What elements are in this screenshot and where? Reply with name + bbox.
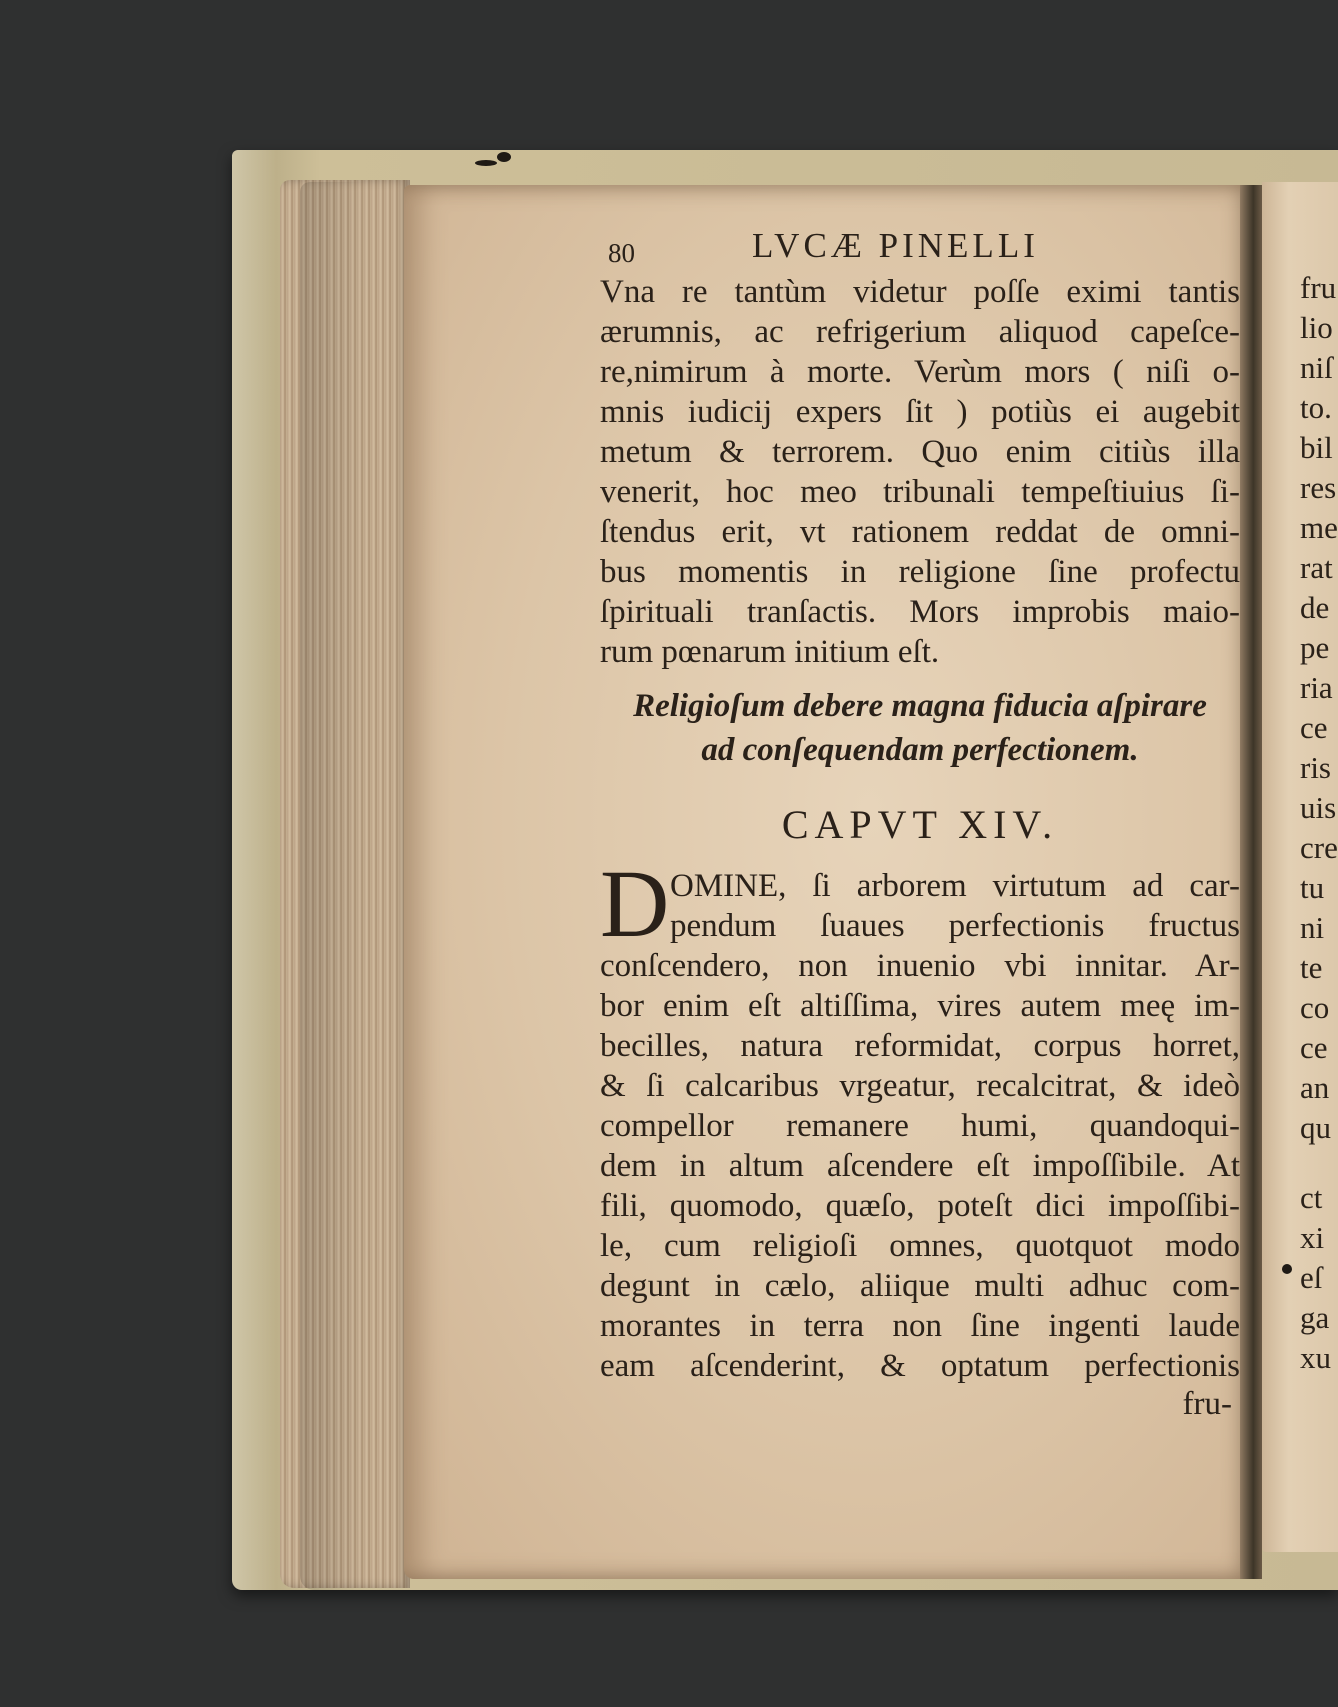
facing-text-fragment: xu (1300, 1340, 1331, 1375)
facing-text-fragment: lio (1300, 310, 1333, 345)
facing-text-fragment: te (1300, 950, 1323, 985)
text-line: le, cum religioſi omnes, quotquot modo (600, 1228, 1240, 1264)
text-line: Vna re tantùm videtur poſſe eximi tantis (600, 274, 1240, 310)
facing-text-fragment: eſ (1300, 1260, 1323, 1295)
facing-text-fragment: niſ (1300, 350, 1333, 385)
drop-cap: D (600, 850, 670, 957)
gutter (1240, 185, 1262, 1579)
text-line: metum & terrorem. Quo enim citiùs illa (600, 434, 1240, 470)
facing-text-fragment: bil (1300, 430, 1333, 465)
facing-text-fragment: me (1300, 510, 1338, 545)
facing-text-fragment: pe (1300, 630, 1330, 665)
facing-text-fragment: ce (1300, 710, 1328, 745)
text-line: ærumnis, ac refrigerium aliquod capeſce- (600, 314, 1240, 350)
text-line: rum pœnarum initium eſt. (600, 634, 940, 670)
facing-text-fragment: to. (1300, 390, 1332, 425)
chapter-rubric: ad conſequendam perfectionem. (701, 732, 1139, 768)
catchword-line (600, 1386, 1240, 1426)
text-line: OMINE, ſi arborem virtutum ad car- (670, 868, 1240, 904)
text-line: ſpirituali tranſactis. Mors improbis maio- (600, 594, 1240, 630)
chapter-heading: CAPVT XIV. (781, 802, 1059, 847)
dust-speck (497, 152, 511, 162)
facing-text-fragment: ria (1300, 670, 1333, 705)
facing-page-text (1300, 268, 1338, 1378)
text-line: venerit, hoc meo tribunali tempeſtiuius ſi- (600, 474, 1240, 510)
text-line: ſtendus erit, vt rationem reddat de omni- (600, 514, 1240, 550)
facing-text-fragment: de (1300, 590, 1330, 625)
text-line: eam aſcenderint, & optatum perfectionis (600, 1348, 1240, 1384)
dust-speck (475, 160, 497, 166)
text-line: re,nimirum à morte. Verùm mors ( niſi o- (600, 354, 1240, 390)
catchword: fru- (1182, 1386, 1232, 1422)
facing-text-fragment: cre (1300, 830, 1338, 865)
facing-text-fragment: co (1300, 990, 1330, 1025)
chapter-rubric: Religioſum debere magna fiducia aſpirare (633, 688, 1207, 724)
facing-text-fragment: ris (1300, 750, 1331, 785)
paragraph-1 (600, 272, 1240, 672)
facing-text-fragment: ga (1300, 1300, 1330, 1335)
text-line: dem in altum aſcendere eſt impoſſibile. At (600, 1148, 1240, 1184)
text-line: degunt in cælo, aliique multi adhuc com- (600, 1268, 1240, 1304)
paragraph-2 (600, 850, 1240, 1386)
running-head (600, 220, 1240, 272)
text-line: pendum ſuaues perfectionis fructus (670, 908, 1240, 944)
facing-text-fragment: tu (1300, 870, 1325, 905)
facing-text-fragment: an (1300, 1070, 1330, 1105)
text-line: bus momentis in religione ſine profectu (600, 554, 1240, 590)
facing-text-gap (1300, 1148, 1338, 1178)
text-line: fili, quomodo, quæſo, poteſt dici impoſſibi- (600, 1188, 1240, 1224)
facing-text-fragment: ni (1300, 910, 1325, 945)
dust-speck (1282, 1264, 1292, 1274)
facing-text-fragment: ce (1300, 1030, 1328, 1065)
facing-text-fragment: ct (1300, 1180, 1323, 1215)
facing-text-fragment: fru (1300, 270, 1337, 305)
leaf-shadow (300, 182, 410, 1590)
running-title: LVCÆ PINELLI (752, 226, 1039, 265)
text-line: morantes in terra non ſine ingenti laude (600, 1308, 1240, 1344)
facing-text-fragment: qu (1300, 1110, 1331, 1145)
page-number: 80 (608, 238, 635, 268)
facing-text-fragment: rat (1300, 550, 1333, 585)
text-line: & ſi calcaribus vrgeatur, recalcitrat, & ideò (600, 1068, 1240, 1104)
facing-text-fragment: xi (1300, 1220, 1325, 1255)
text-line: conſcendero, non inuenio vbi innitar. Ar- (600, 948, 1240, 984)
text-line: mnis iudicij expers ſit ) potiùs ei augebit (600, 394, 1240, 430)
text-line: compellor remanere humi, quandoqui- (600, 1108, 1240, 1144)
page-text (600, 220, 1240, 1426)
text-line: bor enim eſt altiſſima, vires autem meę im- (600, 988, 1240, 1024)
text-line: becilles, natura reformidat, corpus horret, (600, 1028, 1240, 1064)
facing-text-fragment: uis (1300, 790, 1337, 825)
facing-text-fragment: res (1300, 470, 1337, 505)
